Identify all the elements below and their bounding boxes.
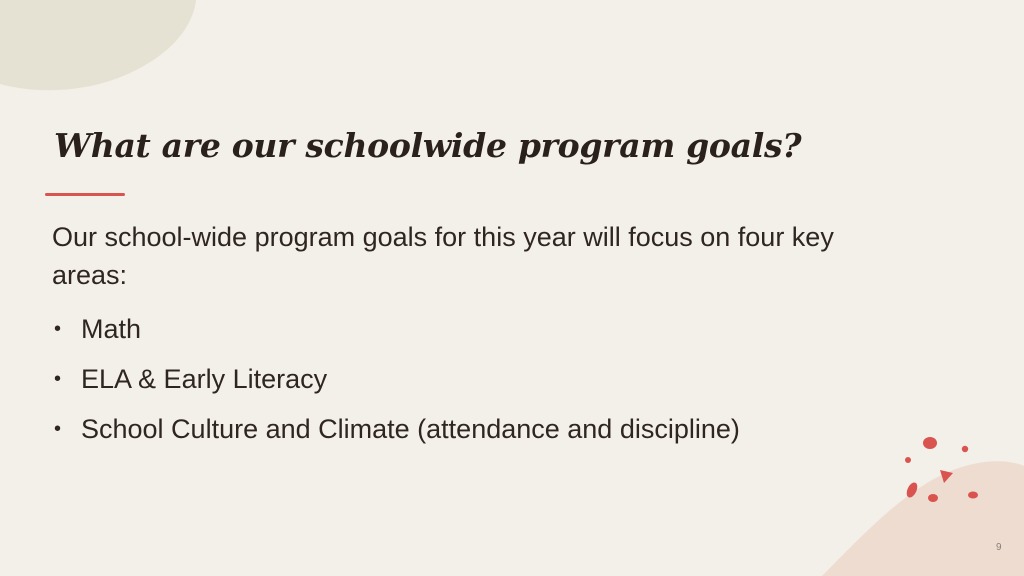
dot-shape bbox=[940, 470, 953, 483]
goal-list bbox=[52, 304, 892, 454]
list-item bbox=[52, 404, 892, 454]
bullet-icon: • bbox=[54, 368, 62, 390]
list-item bbox=[52, 354, 892, 404]
dot-shape bbox=[962, 446, 968, 452]
decorative-blob-top-left bbox=[0, 0, 200, 95]
decorative-dots bbox=[895, 428, 985, 508]
bullet-icon: • bbox=[54, 418, 62, 440]
list-item bbox=[52, 304, 892, 354]
list-item-text: School Culture and Climate (attendance and discipline) bbox=[81, 414, 740, 444]
dot-shape bbox=[905, 457, 911, 463]
slide-title: What are our schoolwide program goals? bbox=[54, 126, 802, 165]
dot-shape bbox=[968, 492, 978, 499]
intro-text: Our school-wide program goals for this year will focus on four key areas: bbox=[52, 222, 834, 290]
title-underline bbox=[45, 193, 125, 196]
dot-shape bbox=[923, 437, 937, 449]
list-item-text: Math bbox=[81, 314, 142, 344]
page-number: 9 bbox=[996, 542, 1002, 553]
slide-body bbox=[52, 218, 892, 454]
bullet-icon: • bbox=[54, 318, 62, 340]
dot-shape bbox=[928, 494, 938, 502]
dot-shape bbox=[905, 481, 920, 499]
list-item-text: ELA & Early Literacy bbox=[81, 364, 328, 394]
